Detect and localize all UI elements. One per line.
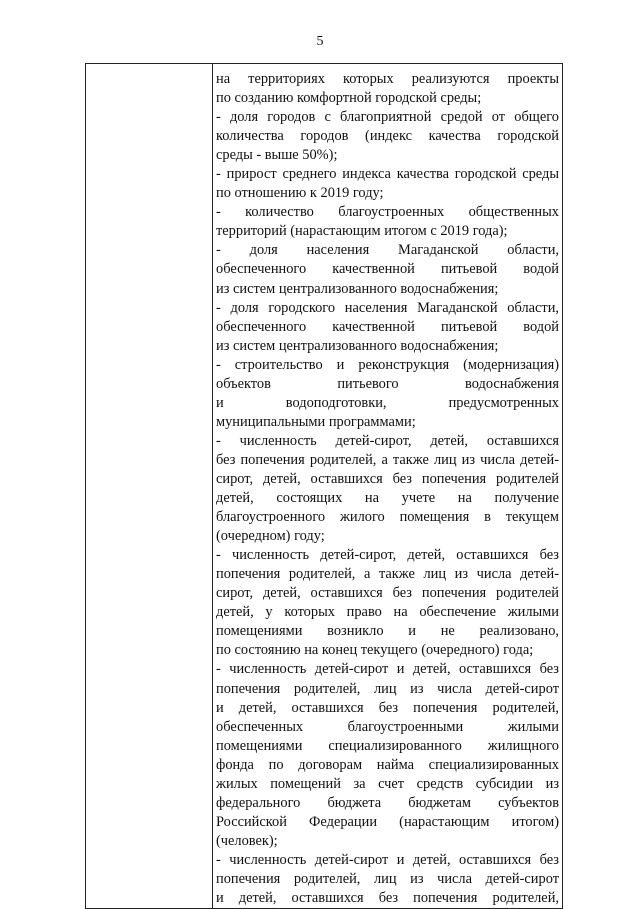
text-line: (очередном) году; — [216, 528, 325, 545]
text-line: детей, у которых право на обеспечение жилыми — [216, 604, 559, 621]
text-line: и детей, оставшихся без попечения родителей, — [216, 890, 559, 907]
text-line: - численность детей-сирот, детей, оставшихся — [216, 432, 559, 449]
text-line: благоустроенного жилого помещения в текущем — [216, 509, 559, 526]
text-line: - доля городского населения Магаданской области, — [216, 299, 559, 316]
text-line: по отношению к 2019 году; — [216, 185, 384, 202]
text-line: сирот, детей, оставшихся без попечения родителей — [216, 470, 559, 487]
text-line: на территориях которых реализуются проекты — [216, 71, 559, 87]
text-line: обеспеченных благоустроенными жилыми — [216, 718, 559, 735]
text-line: - количество благоустроенных общественных — [216, 204, 559, 221]
text-line: обеспеченного качественной питьевой водой — [216, 261, 559, 278]
text-line: попечения родителей, а также лиц из числа детей- — [216, 566, 559, 583]
text-line: муниципальными программами; — [216, 413, 416, 430]
text-lines — [213, 64, 562, 908]
text-line: - численность детей-сирот и детей, оставшихся без — [216, 851, 559, 868]
text-line: сирот, детей, оставшихся без попечения родителей — [216, 585, 559, 602]
text-line: количества городов (индекс качества городской — [216, 128, 559, 145]
text-line: Российской Федерации (нарастающим итогом) — [216, 813, 559, 830]
text-line: жилых помещений за счет средств субсидии из — [216, 775, 559, 792]
table-cell-left — [86, 64, 213, 909]
table-row — [86, 64, 563, 909]
text-line: - прирост среднего индекса качества городской среды — [216, 166, 559, 183]
text-line: фонда по договорам найма специализированных — [216, 756, 559, 773]
text-line: - численность детей-сирот, детей, оставшихся без — [216, 547, 559, 564]
text-line: по созданию комфортной городской среды; — [216, 90, 482, 107]
table-cell-right — [213, 64, 563, 909]
text-line: детей, состоящих на учете на получение — [216, 490, 559, 507]
text-line: обеспеченного качественной питьевой водой — [216, 318, 559, 335]
page-number: 5 — [316, 34, 324, 49]
text-line: и детей, оставшихся без попечения родителей, — [216, 699, 559, 716]
text-line: территорий (нарастающим итогом с 2019 года); — [216, 223, 508, 240]
text-line: по состоянию на конец текущего (очередного) года; — [216, 642, 534, 659]
text-line: среды - выше 50%); — [216, 147, 338, 164]
text-line: попечения родителей, лиц из числа детей-сирот — [216, 870, 559, 887]
text-line: - доля городов с благоприятной средой от общего — [216, 109, 559, 126]
text-line: федерального бюджета бюджетам субъектов — [216, 794, 559, 811]
text-line: (человек); — [216, 832, 278, 849]
document-table — [85, 63, 563, 909]
text-line: - численность детей-сирот и детей, оставшихся без — [216, 661, 559, 678]
text-line: - строительство и реконструкция (модернизация) — [216, 356, 559, 373]
text-line: попечения родителей, лиц из числа детей-сирот — [216, 680, 559, 697]
text-line: - доля населения Магаданской области, — [216, 242, 559, 259]
text-line: из систем централизованного водоснабжения; — [216, 280, 499, 297]
text-line: без попечения родителей, а также лиц из числа детей- — [216, 451, 559, 468]
text-line: из систем централизованного водоснабжения; — [216, 337, 499, 354]
text-line: объектов питьевого водоснабжения — [216, 375, 559, 392]
text-line: помещениями специализированного жилищного — [216, 737, 559, 754]
text-line: и водоподготовки, предусмотренных — [216, 394, 559, 411]
text-line: помещениями возникло и не реализовано, — [216, 623, 559, 640]
